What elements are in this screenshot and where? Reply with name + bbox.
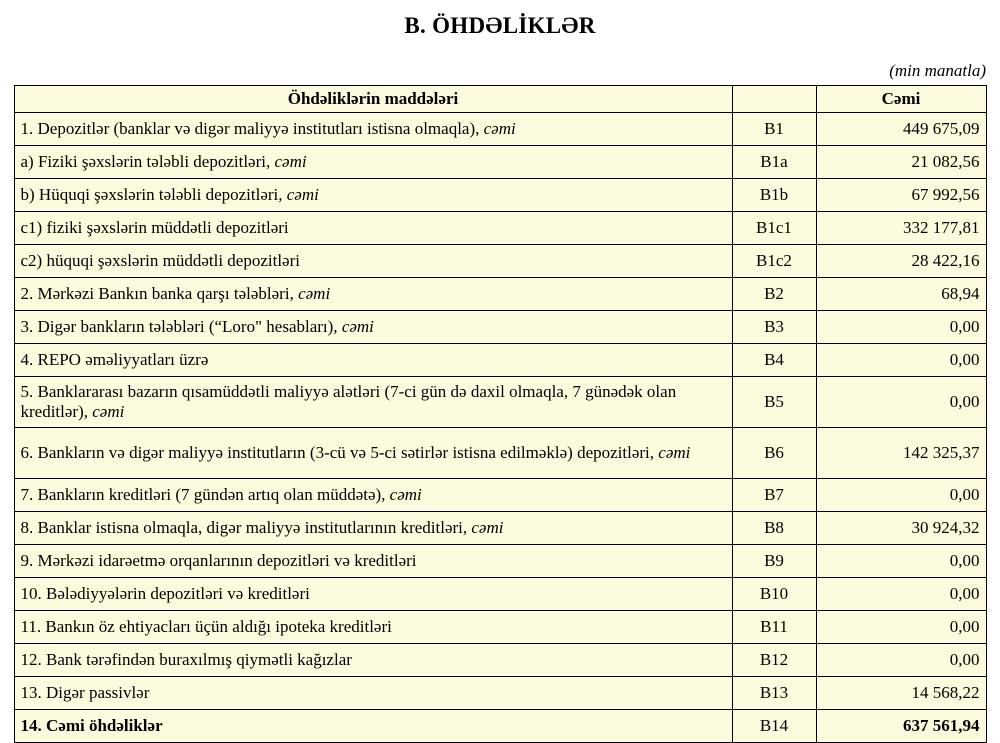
row-total-value: 637 561,94 bbox=[816, 710, 986, 743]
row-item-label: 4. REPO əməliyyatları üzrə bbox=[14, 344, 732, 377]
table-row bbox=[14, 344, 986, 377]
row-total-value: 67 992,56 bbox=[816, 179, 986, 212]
row-item-emphasis: cəmi bbox=[341, 317, 374, 337]
row-code: B3 bbox=[732, 311, 816, 344]
row-code: B4 bbox=[732, 344, 816, 377]
row-item-label: 12. Bank tərəfindən buraxılmış qiymətli kağızlar bbox=[14, 644, 732, 677]
row-item-label: 11. Bankın öz ehtiyacları üçün aldığı ipoteka kreditləri bbox=[14, 611, 732, 644]
liabilities-table bbox=[14, 85, 987, 743]
unit-note: (min manatla) bbox=[889, 61, 986, 80]
table-row bbox=[14, 146, 986, 179]
row-total-value: 21 082,56 bbox=[816, 146, 986, 179]
table-row bbox=[14, 578, 986, 611]
row-item-label: 8. Banklar istisna olmaqla, digər maliyyə institutlarının kreditləri, cəmi bbox=[14, 512, 732, 545]
row-item-label: 2. Mərkəzi Bankın banka qarşı tələbləri, cəmi bbox=[14, 278, 732, 311]
row-item-label: c1) fiziki şəxslərin müddətli depozitləri bbox=[14, 212, 732, 245]
row-code: B5 bbox=[732, 377, 816, 428]
row-code: B11 bbox=[732, 611, 816, 644]
row-item-emphasis: cəmi bbox=[471, 518, 504, 538]
table-row bbox=[14, 278, 986, 311]
row-code: B2 bbox=[732, 278, 816, 311]
row-total-value: 0,00 bbox=[816, 377, 986, 428]
table-row bbox=[14, 611, 986, 644]
row-item-label: 5. Banklararası bazarın qısamüddətli maliyyə alətləri (7-ci gün də daxil olmaqla, 7 günədək olan kreditlər), cəmi bbox=[14, 377, 732, 428]
row-item-emphasis: cəmi bbox=[389, 485, 422, 505]
row-code: B1c2 bbox=[732, 245, 816, 278]
row-item-emphasis: cəmi bbox=[274, 152, 307, 172]
row-code: B13 bbox=[732, 677, 816, 710]
row-item-label: 10. Bələdiyyələrin depozitləri və kreditləri bbox=[14, 578, 732, 611]
row-total-value: 30 924,32 bbox=[816, 512, 986, 545]
table-body bbox=[14, 113, 986, 743]
table-row bbox=[14, 311, 986, 344]
row-item-emphasis: cəmi bbox=[92, 402, 125, 422]
row-code: B1b bbox=[732, 179, 816, 212]
row-total-value: 0,00 bbox=[816, 479, 986, 512]
table-row bbox=[14, 428, 986, 479]
table-row bbox=[14, 545, 986, 578]
table-header-row bbox=[14, 86, 986, 113]
row-code: B1 bbox=[732, 113, 816, 146]
table-row bbox=[14, 677, 986, 710]
row-code: B7 bbox=[732, 479, 816, 512]
row-code: B12 bbox=[732, 644, 816, 677]
row-item-label: 9. Mərkəzi idarəetmə orqanlarının depozitləri və kreditləri bbox=[14, 545, 732, 578]
column-header-code bbox=[732, 86, 816, 113]
row-item-label: 14. Cəmi öhdəliklər bbox=[14, 710, 732, 743]
table-row bbox=[14, 512, 986, 545]
row-code: B1c1 bbox=[732, 212, 816, 245]
table-row bbox=[14, 212, 986, 245]
table-row bbox=[14, 479, 986, 512]
column-header-total: Cəmi bbox=[816, 86, 986, 113]
table-row bbox=[14, 113, 986, 146]
row-item-label: 13. Digər passivlər bbox=[14, 677, 732, 710]
page-title: B. ÖHDƏLİKLƏR bbox=[404, 13, 596, 38]
row-code: B10 bbox=[732, 578, 816, 611]
row-total-value: 449 675,09 bbox=[816, 113, 986, 146]
row-item-label: 1. Depozitlər (banklar və digər maliyyə institutları istisna olmaqla), cəmi bbox=[14, 113, 732, 146]
column-header-item: Öhdəliklərin maddələri bbox=[14, 86, 732, 113]
row-total-value: 0,00 bbox=[816, 578, 986, 611]
table-row bbox=[14, 377, 986, 428]
row-code: B8 bbox=[732, 512, 816, 545]
row-item-label: b) Hüquqi şəxslərin tələbli depozitləri, cəmi bbox=[14, 179, 732, 212]
table-row bbox=[14, 179, 986, 212]
row-total-value: 142 325,37 bbox=[816, 428, 986, 479]
table-row bbox=[14, 245, 986, 278]
row-item-emphasis: , cəmi bbox=[278, 185, 319, 205]
row-total-value: 14 568,22 bbox=[816, 677, 986, 710]
row-item-label: 7. Bankların kreditləri (7 gündən artıq olan müddətə), cəmi bbox=[14, 479, 732, 512]
row-total-value: 0,00 bbox=[816, 644, 986, 677]
row-item-label: 6. Bankların və digər maliyyə institutların (3-cü və 5-ci sətirlər istisna edilməklə) depozitləri, cəmi bbox=[14, 428, 732, 479]
row-item-emphasis: cəmi bbox=[298, 284, 331, 304]
row-code: B14 bbox=[732, 710, 816, 743]
row-total-value: 28 422,16 bbox=[816, 245, 986, 278]
row-total-value: 0,00 bbox=[816, 611, 986, 644]
row-item-emphasis: cəmi bbox=[483, 119, 516, 139]
table-header bbox=[14, 86, 986, 113]
document-page bbox=[0, 13, 1000, 736]
row-code: B9 bbox=[732, 545, 816, 578]
row-total-value: 332 177,81 bbox=[816, 212, 986, 245]
row-total-value: 0,00 bbox=[816, 545, 986, 578]
row-item-emphasis: cəmi bbox=[658, 443, 691, 463]
table-row bbox=[14, 710, 986, 743]
row-total-value: 0,00 bbox=[816, 311, 986, 344]
row-total-value: 68,94 bbox=[816, 278, 986, 311]
row-code: B1a bbox=[732, 146, 816, 179]
row-item-label: 3. Digər bankların tələbləri (“Loro" hesabları), cəmi bbox=[14, 311, 732, 344]
row-code: B6 bbox=[732, 428, 816, 479]
row-total-value: 0,00 bbox=[816, 344, 986, 377]
row-item-label: c2) hüquqi şəxslərin müddətli depozitləri bbox=[14, 245, 732, 278]
row-item-label: a) Fiziki şəxslərin tələbli depozitləri, cəmi bbox=[14, 146, 732, 179]
